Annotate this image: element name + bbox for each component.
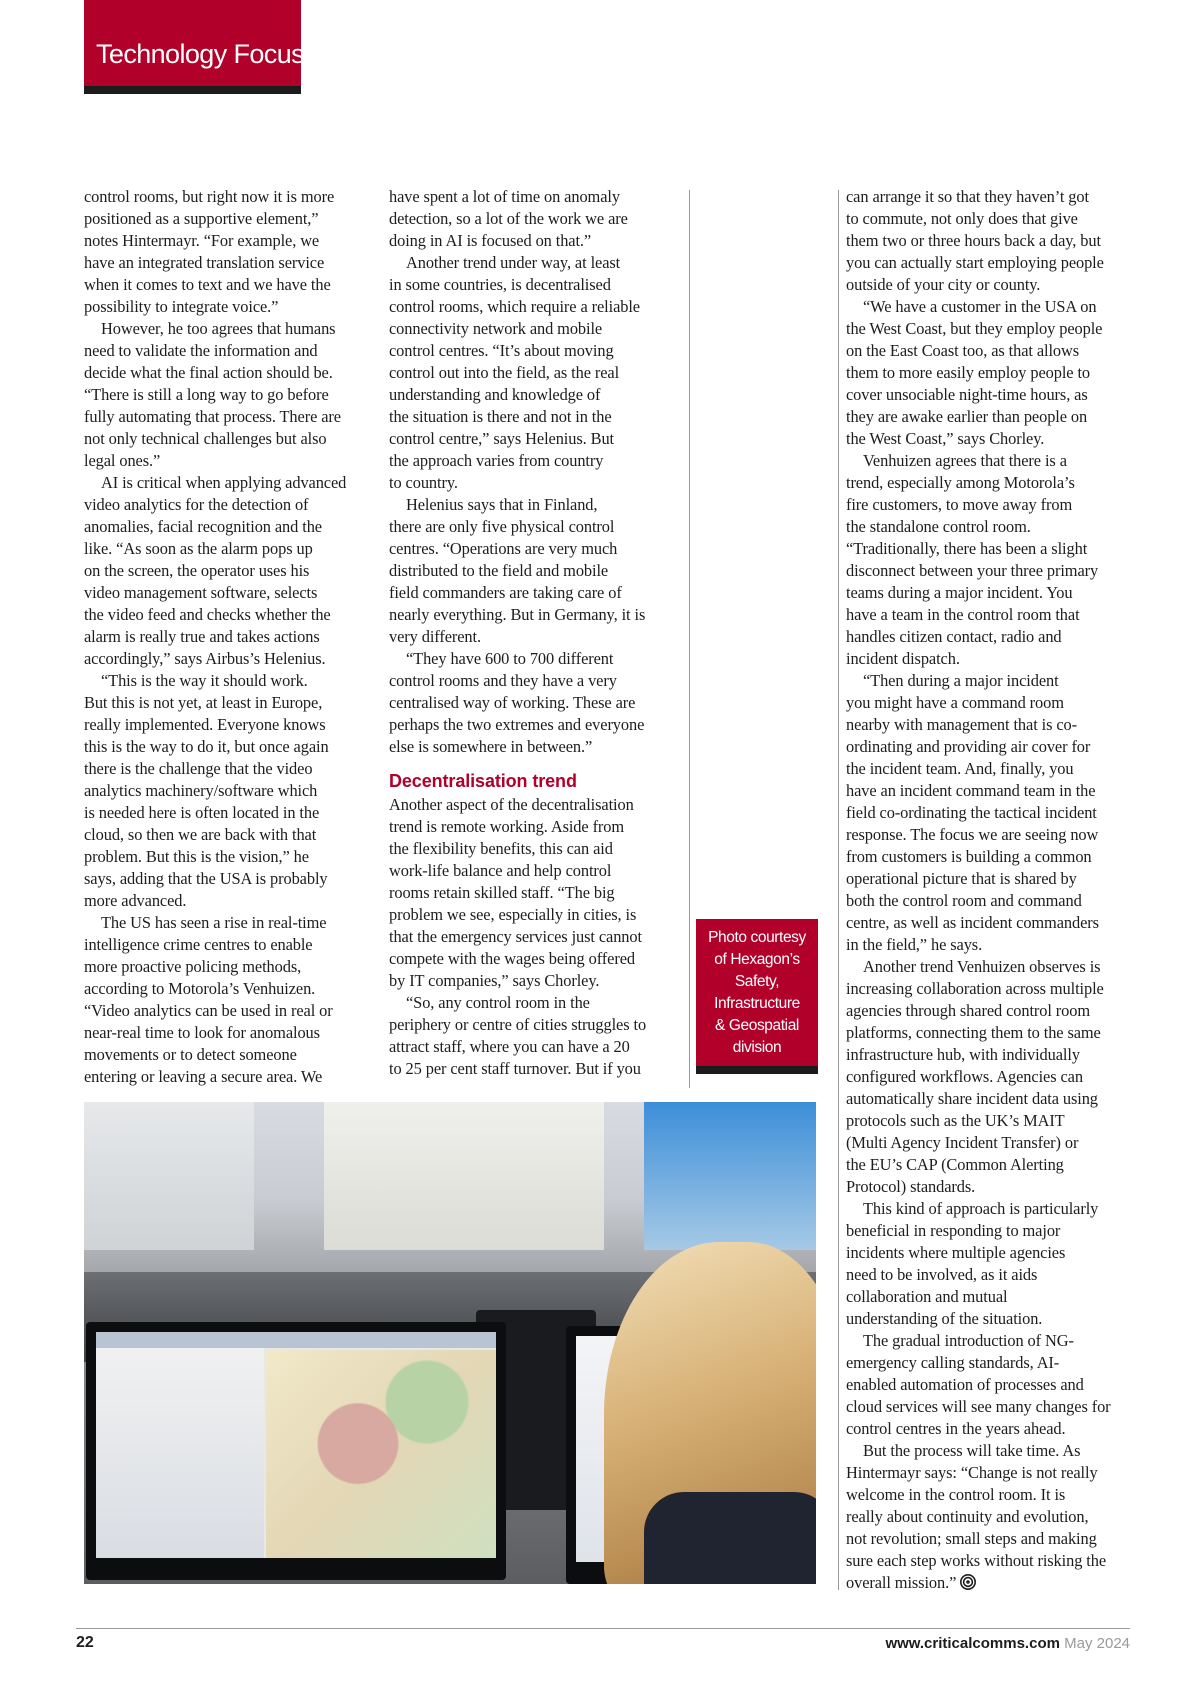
text-line: the situation is there and not in the — [389, 407, 612, 426]
text-line: on the East Coast too, as that allows — [846, 341, 1080, 360]
text-line: possibility to integrate voice.” — [84, 297, 279, 316]
text-line: intelligence crime centres to enable — [84, 935, 313, 954]
text-line: when it comes to text and we have the — [84, 275, 331, 294]
footer-rule — [76, 1628, 1130, 1629]
text-line: more advanced. — [84, 891, 187, 910]
text-line: near-real time to look for anomalous — [84, 1023, 320, 1042]
text-line: entering or leaving a secure area. We — [84, 1067, 323, 1086]
text-line: really implemented. Everyone knows — [84, 715, 326, 734]
text-line: However, he too agrees that humans — [101, 319, 336, 338]
text-line: work-life balance and help control — [389, 861, 612, 880]
caption-line: of Hexagon’s — [714, 951, 800, 968]
text-line: there are only five physical control — [389, 517, 615, 536]
text-line: in the field,” he says. — [846, 935, 983, 954]
text-line: attract staff, where you can have a 20 — [389, 1037, 630, 1056]
text-line: both the control room and command — [846, 891, 1082, 910]
text-line: decide what the final action should be. — [84, 363, 333, 382]
text-line: control rooms, but right now it is more — [84, 187, 335, 206]
footer-url[interactable]: www.criticalcomms.com — [885, 1635, 1060, 1652]
text-line: understanding and knowledge of — [389, 385, 601, 404]
text-line: this is the way to do it, but once again — [84, 737, 329, 756]
text-line: disconnect between your three primary — [846, 561, 1099, 580]
text-line: trend, especially among Motorola’s — [846, 473, 1075, 492]
text-line: video analytics for the detection of — [84, 495, 309, 514]
text-line: control rooms, which require a reliable — [389, 297, 640, 316]
text-line: there is the challenge that the video — [84, 759, 313, 778]
text-line: according to Motorola’s Venhuizen. — [84, 979, 316, 998]
text-line: Hintermayr says: “Change is not really — [846, 1463, 1098, 1482]
text-line: cloud, so then we are back with that — [84, 825, 317, 844]
text-line: response. The focus we are seeing now — [846, 825, 1099, 844]
photo-caption — [696, 919, 818, 1074]
text-line: platforms, connecting them to the same — [846, 1023, 1101, 1042]
text-line: centres. “Operations are very much — [389, 539, 618, 558]
text-line: like. “As soon as the alarm pops up — [84, 539, 313, 558]
article-column-2 — [389, 186, 673, 1080]
text-line: rooms retain skilled staff. “The big — [389, 883, 615, 902]
footer-publication — [885, 1635, 1130, 1652]
text-line: operational picture that is shared by — [846, 869, 1077, 888]
text-line: legal ones.” — [84, 451, 161, 470]
text-line: have an incident command team in the — [846, 781, 1096, 800]
text-line: “Video analytics can be used in real or — [84, 1001, 333, 1020]
article-column-1 — [84, 186, 364, 1088]
text-line: can arrange it so that they haven’t got — [846, 187, 1089, 206]
text-line: control centres in the years ahead. — [846, 1419, 1066, 1438]
text-line: to 25 per cent staff turnover. But if you — [389, 1059, 641, 1078]
text-line: control centres. “It’s about moving — [389, 341, 614, 360]
text-line: “They have 600 to 700 different — [406, 649, 614, 668]
text-line: the EU’s CAP (Common Alerting — [846, 1155, 1064, 1174]
text-line: to commute, not only does that give — [846, 209, 1078, 228]
text-line: on the screen, the operator uses his — [84, 561, 310, 580]
text-line: detection, so a lot of the work we are — [389, 209, 628, 228]
text-line: beneficial in responding to major — [846, 1221, 1061, 1240]
text-line: cover unsociable night-time hours, as — [846, 385, 1088, 404]
text-line: control rooms and they have a very — [389, 671, 617, 690]
text-line: sure each step works without risking the — [846, 1551, 1107, 1570]
text-line: problem we see, especially in cities, is — [389, 905, 637, 924]
text-line: fire customers, to move away from — [846, 495, 1073, 514]
text-line: understanding of the situation. — [846, 1309, 1043, 1328]
text-line: perhaps the two extremes and everyone — [389, 715, 645, 734]
text-line: ordinating and providing air cover for — [846, 737, 1091, 756]
text-line: positioned as a supportive element,” — [84, 209, 319, 228]
text-line: “Traditionally, there has been a slight — [846, 539, 1088, 558]
text-line: the video feed and checks whether the — [84, 605, 331, 624]
text-line: The gradual introduction of NG- — [863, 1331, 1074, 1350]
text-line: Another trend under way, at least — [406, 253, 621, 272]
text-line: control centre,” says Helenius. But — [389, 429, 614, 448]
text-line: (Multi Agency Incident Transfer) or — [846, 1133, 1079, 1152]
text-line: that the emergency services just cannot — [389, 927, 642, 946]
text-line: periphery or centre of cities struggles to — [389, 1015, 647, 1034]
text-line: movements or to detect someone — [84, 1045, 297, 1064]
text-line: “We have a customer in the USA on — [863, 297, 1097, 316]
text-line: says, adding that the USA is probably — [84, 869, 328, 888]
text-line: them to more easily employ people to — [846, 363, 1091, 382]
text-line: need to validate the information and — [84, 341, 318, 360]
text-line: the West Coast,” says Chorley. — [846, 429, 1045, 448]
text-line: is needed here is often located in the — [84, 803, 320, 822]
text-line: from customers is building a common — [846, 847, 1092, 866]
text-line: incidents where multiple agencies — [846, 1243, 1066, 1262]
text-line: cloud services will see many changes for — [846, 1397, 1111, 1416]
text-line: infrastructure hub, with individually — [846, 1045, 1080, 1064]
text-line: The US has seen a rise in real-time — [101, 913, 327, 932]
text-line: control out into the field, as the real — [389, 363, 620, 382]
text-line: analytics machinery/software which — [84, 781, 318, 800]
text-line: need to be involved, as it aids — [846, 1265, 1038, 1284]
text-line: centre, as well as incident commanders — [846, 913, 1099, 932]
caption-line: & Geospatial — [715, 1017, 799, 1034]
text-line: have a team in the control room that — [846, 605, 1080, 624]
article-column-3 — [846, 186, 1130, 1594]
text-line: AI is critical when applying advanced — [101, 473, 347, 492]
text-line: handles citizen contact, radio and — [846, 627, 1062, 646]
text-line: in some countries, is decentralised — [389, 275, 611, 294]
text-line: teams during a major incident. You — [846, 583, 1073, 602]
text-line: alarm is really true and takes actions — [84, 627, 320, 646]
caption-line: Infrastructure — [714, 995, 800, 1012]
text-line: Venhuizen agrees that there is a — [863, 451, 1067, 470]
text-line: to country. — [389, 473, 458, 492]
text-line: increasing collaboration across multiple — [846, 979, 1104, 998]
text-line: problem. But this is the vision,” he — [84, 847, 309, 866]
text-line: outside of your city or county. — [846, 275, 1041, 294]
text-line: video management software, selects — [84, 583, 318, 602]
text-line: you can actually start employing people — [846, 253, 1104, 272]
text-line: else is somewhere in between.” — [389, 737, 593, 756]
text-line: field commanders are taking care of — [389, 583, 622, 602]
text-line: “So, any control room in the — [406, 993, 590, 1012]
text-line: fully automating that process. There are — [84, 407, 341, 426]
text-line: compete with the wages being offered — [389, 949, 635, 968]
text-line: you might have a command room — [846, 693, 1064, 712]
text-line: connectivity network and mobile — [389, 319, 603, 338]
text-line: collaboration and mutual — [846, 1287, 1008, 1306]
text-line: really about continuity and evolution, — [846, 1507, 1089, 1526]
text-line: “Then during a major incident — [863, 671, 1059, 690]
text-line: have an integrated translation service — [84, 253, 325, 272]
text-line: Protocol) standards. — [846, 1177, 976, 1196]
text-line: them two or three hours back a day, but — [846, 231, 1101, 250]
text-line: Another trend Venhuizen observes is — [863, 957, 1101, 976]
footer-date: May 2024 — [1064, 1635, 1130, 1652]
text-line: enabled automation of processes and — [846, 1375, 1084, 1394]
text-line: “There is still a long way to go before — [84, 385, 329, 404]
text-line: But the process will take time. As — [863, 1441, 1081, 1460]
text-line: the flexibility benefits, this can aid — [389, 839, 613, 858]
end-of-article-icon — [960, 1574, 976, 1590]
text-line: distributed to the field and mobile — [389, 561, 609, 580]
caption-line: division — [732, 1039, 782, 1056]
text-line: emergency calling standards, AI- — [846, 1353, 1060, 1372]
text-line: But this is not yet, at least in Europe, — [84, 693, 323, 712]
section-tab — [84, 0, 305, 94]
text-line: not revolution; small steps and making — [846, 1529, 1097, 1548]
text-line: welcome in the control room. It is — [846, 1485, 1066, 1504]
text-line: trend is remote working. Aside from — [389, 817, 625, 836]
text-line: nearly everything. But in Germany, it is — [389, 605, 646, 624]
text-line: very different. — [389, 627, 481, 646]
text-line: configured workflows. Agencies can — [846, 1067, 1083, 1086]
column-divider — [838, 190, 839, 1590]
text-line: protocols such as the UK’s MAIT — [846, 1111, 1065, 1130]
text-line: automatically share incident data using — [846, 1089, 1098, 1108]
text-line: more proactive policing methods, — [84, 957, 302, 976]
text-line: the West Coast, but they employ people — [846, 319, 1103, 338]
caption-line: Photo courtesy — [708, 929, 806, 946]
text-line: centralised way of working. These are — [389, 693, 636, 712]
text-line: “This is the way it should work. — [101, 671, 308, 690]
text-line: overall mission.” — [846, 1572, 1130, 1594]
text-line: nearby with management that is co- — [846, 715, 1077, 734]
text-line: field co-ordinating the tactical incident — [846, 803, 1097, 822]
text-line: they are awake earlier than people on — [846, 407, 1088, 426]
text-line: anomalies, facial recognition and the — [84, 517, 322, 536]
caption-line: Safety, — [734, 973, 780, 990]
page-number: 22 — [76, 1634, 94, 1651]
control-room-photo — [84, 1102, 816, 1584]
text-line: the standalone control room. — [846, 517, 1031, 536]
text-line: accordingly,” says Airbus’s Helenius. — [84, 649, 326, 668]
text-line: have spent a lot of time on anomaly — [389, 187, 620, 206]
text-line: the incident team. And, finally, you — [846, 759, 1074, 778]
text-line: doing in AI is focused on that.” — [389, 231, 592, 250]
text-line: Another aspect of the decentralisation — [389, 795, 634, 814]
text-line: not only technical challenges but also — [84, 429, 327, 448]
text-line: Helenius says that in Finland, — [406, 495, 598, 514]
text-line: This kind of approach is particularly — [863, 1199, 1099, 1218]
text-line: incident dispatch. — [846, 649, 960, 668]
column-divider — [689, 190, 690, 1088]
text-line: the approach varies from country — [389, 451, 604, 470]
text-line: by IT companies,” says Chorley. — [389, 971, 600, 990]
text-line: agencies through shared control room — [846, 1001, 1091, 1020]
section-title: Technology Focus — [96, 39, 305, 69]
text-line: notes Hintermayr. “For example, we — [84, 231, 320, 250]
subheading: Decentralisation trend — [389, 771, 577, 791]
